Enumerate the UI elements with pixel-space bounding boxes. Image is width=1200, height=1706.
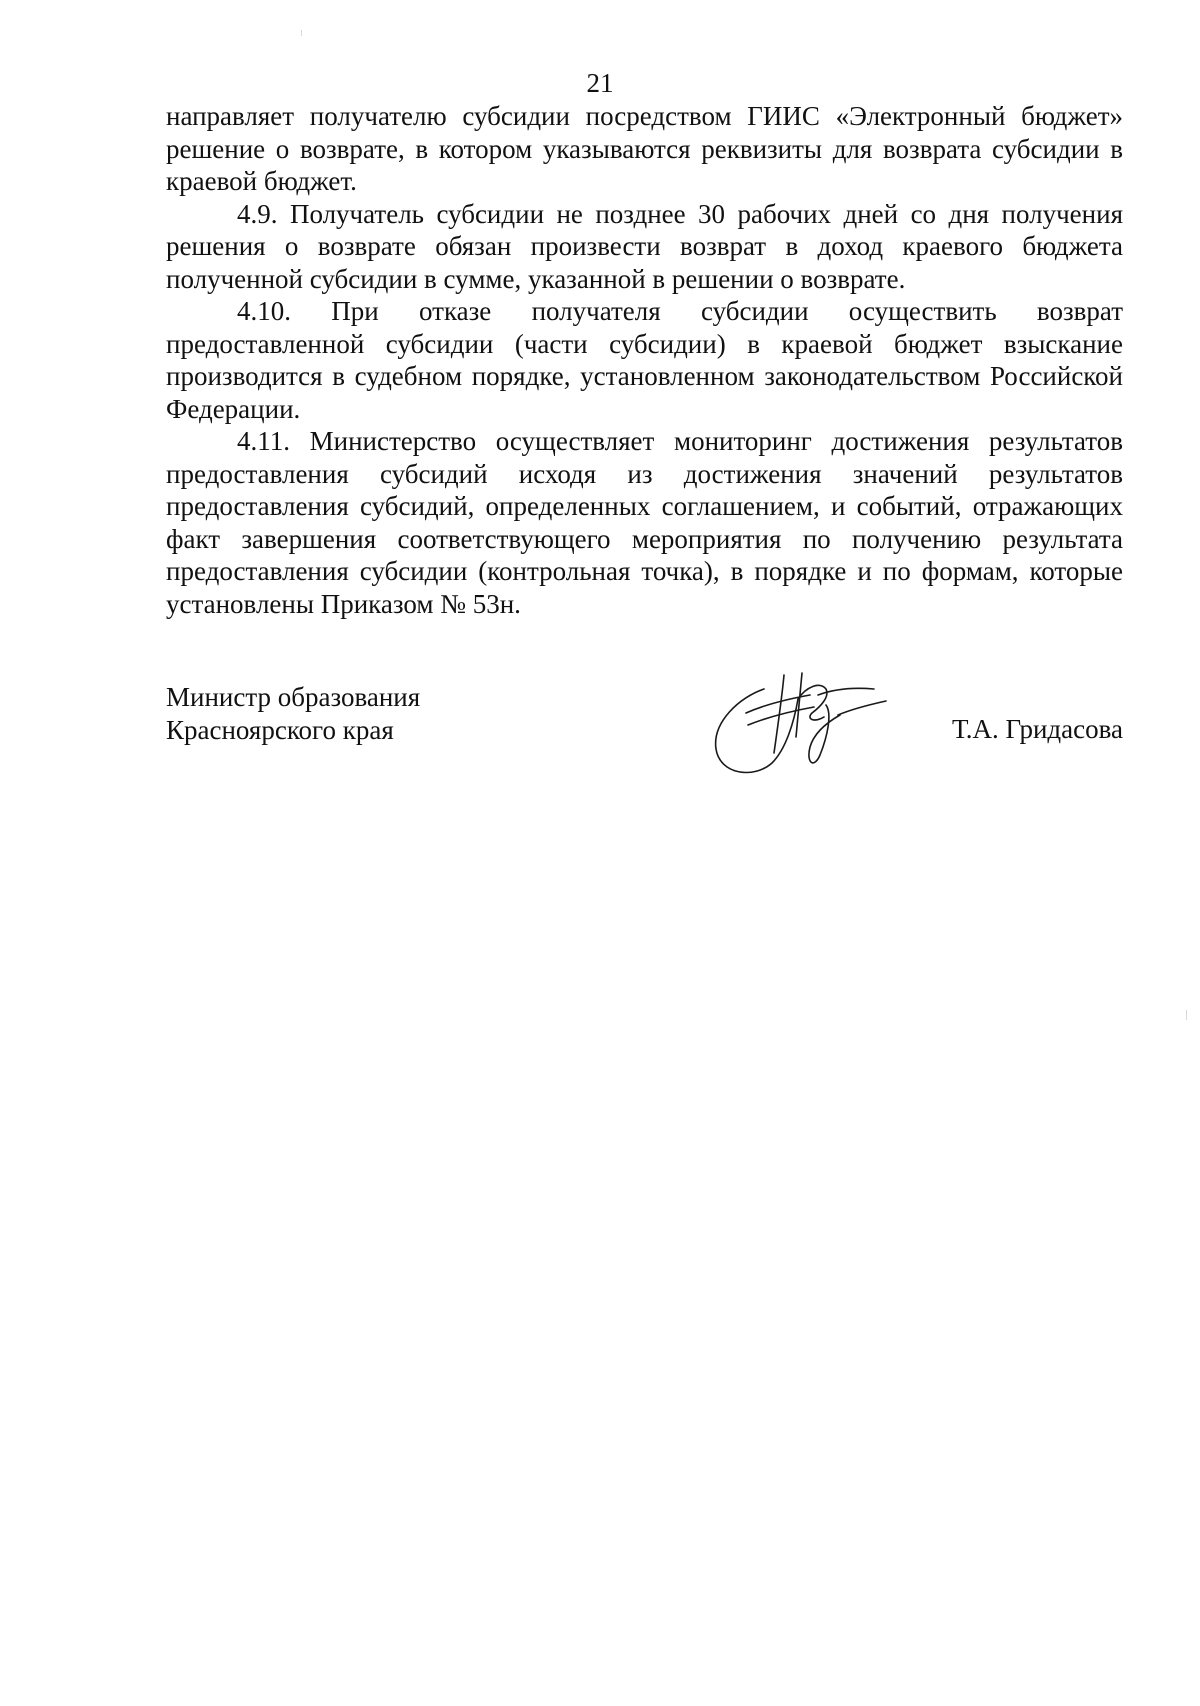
signer-title-line-1: Министр образования <box>166 682 421 712</box>
page-number: 21 <box>586 68 614 98</box>
signer-name: Т.А. Гридасова <box>952 714 1123 744</box>
paragraph-4-9: 4.9. Получатель субсидии не позднее 30 рабочих дней со дня получения решения о возврате обязан произвести возврат в доход краевого бюджета полученной субсидии в сумме, указанной в решении о возврате. <box>166 198 1123 294</box>
scan-artifact <box>301 30 302 36</box>
scan-artifact <box>1186 1010 1187 1020</box>
paragraph-4-10: 4.10. При отказе получателя субсидии осуществить возврат предоставленной субсидии (части субсидии) в краевой бюджет взыскание производится в судебном порядке, установленном законодательством Российской Федерации. <box>166 296 1123 424</box>
signer-title <box>166 681 420 746</box>
signer-title-line-2: Красноярского края <box>166 714 394 745</box>
paragraph-4-11: 4.11. Министерство осуществляет мониторинг достижения результатов предоставления субсидий исходя из достижения значений результатов предоставления субсидий, определенных соглашением, и событий, отражающих факт завершения соответствующего мероприятия по получению результата предоставления субсидии (контрольная точка), в порядке и по формам, которые установлены Приказом № 53н. <box>166 426 1123 619</box>
signature-block <box>166 681 1123 801</box>
document-body <box>166 100 1123 620</box>
handwritten-signature-icon <box>702 667 892 782</box>
paragraph-continuation: направляет получателю субсидии посредством ГИИС «Электронный бюджет» решение о возврате, в котором указываются реквизиты для возврата субсидии в краевой бюджет. <box>166 101 1123 196</box>
